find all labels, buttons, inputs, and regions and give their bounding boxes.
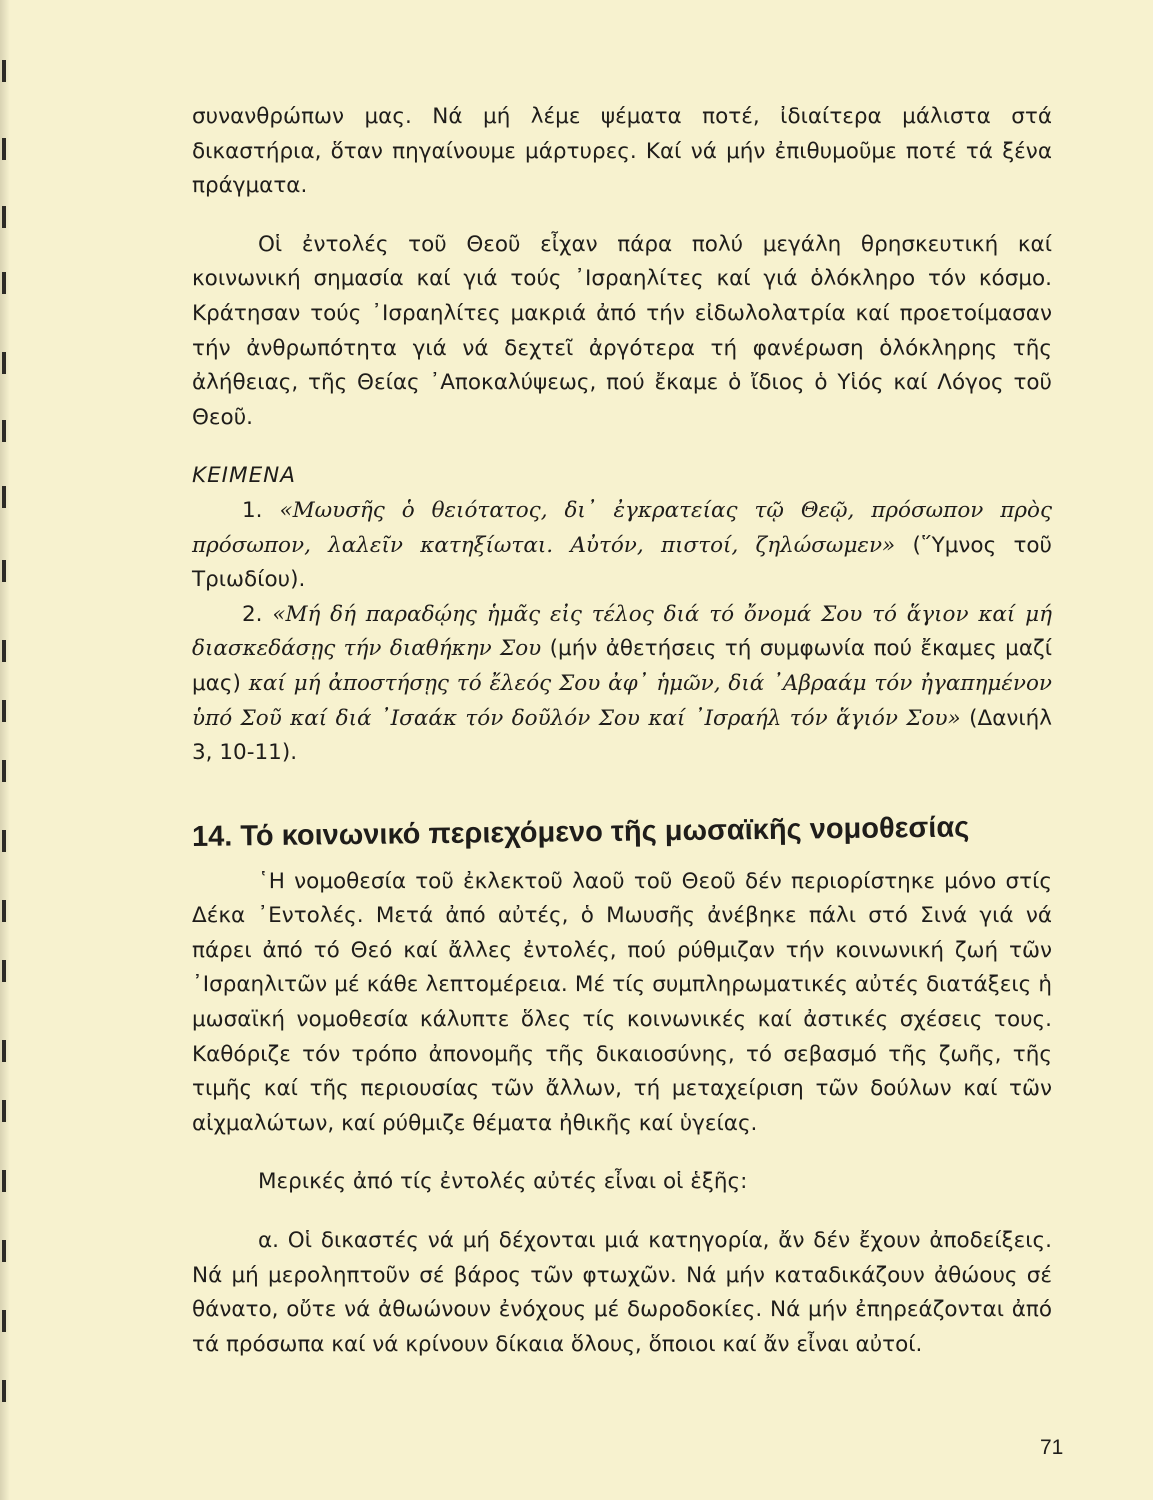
- item-number: 2.: [242, 601, 263, 627]
- item-source: (Δανιήλ 3, 10-11).: [192, 705, 1053, 766]
- item-number: 1.: [242, 497, 263, 523]
- page-content: [192, 100, 1052, 1362]
- paragraph-commandments-significance: Οἱ ἐντολές τοῦ Θεοῦ εἶχαν πάρα πολύ μεγάλη θρησκευτική καί κοινωνική σημασία καί γιά τούς ᾿Ισραηλίτες καί γιά ὁλόκληρο τόν κόσμο. Κράτησαν τούς ᾿Ισραηλίτες μακριά ἀπό τήν εἰδωλολατρία καί προετοίμασαν τήν ἀνθρωπότητα γιά νά δεχτεῖ ἀργότερα τή φανέρωση ὁλόκληρης τῆς ἀλήθειας, τῆς Θείας ᾿Αποκαλύψεως, πού ἔκαμε ὁ ἴδιος ὁ Υἱός καί Λόγος τοῦ Θεοῦ.: [192, 231, 1052, 430]
- section-paragraph-3: α. Οἱ δικαστές νά μή δέχονται μιά κατηγορία, ἄν δέν ἔχουν ἀποδείξεις. Νά μή μεροληπτοῦν σέ βάρος τῶν φτωχῶν. Νά μήν καταδικάζουν ἀθώους σέ θάνατο, οὔτε νά ἀθωώνουν ἐνόχους μέ δωροδοκίες. Νά μήν ἐπηρεάζονται ἀπό τά πρόσωπα καί νά κρίνουν δίκαια ὅλους, ὅποιοι καί ἄν εἶναι αὐτοί.: [192, 1228, 1052, 1357]
- keimena-heading: ΚΕΙΜΕΝΑ: [192, 463, 296, 489]
- page-number: 71: [1040, 1436, 1064, 1459]
- binding-marks: [2, 0, 10, 1500]
- item-quote-part-a: «Μή δή παραδῴης ἡμᾶς εἰς τέλος διά τό ὄνομά Σου τό ἅγιον καί μή διασκεδάσῃς τήν διαθήκην Σου: [192, 601, 1053, 662]
- item-quote-part-b: καί μή ἀποστήσῃς τό ἔλεός Σου ἀφ᾿ ἡμῶν, διά ᾿Αβραάμ τόν ἠγαπημένον ὑπό Σοῦ καί διά ᾿Ισαάκ τόν δοῦλόν Σου καί ᾿Ισραήλ τόν ἅγιόν Σου»: [192, 670, 1052, 731]
- keimena-item-2: [192, 598, 1052, 771]
- section-title: 14. Τό κοινωνικό περιεχόμενο τῆς μωσαϊκῆς νομοθεσίας: [191, 811, 970, 853]
- item-source: (῞Υμνος τοῦ Τριωδίου).: [192, 532, 1052, 593]
- section-paragraph-2: Μερικές ἀπό τίς ἐντολές αὐτές εἶναι οἱ ἑξῆς:: [258, 1169, 748, 1195]
- section-paragraph-1: ῾Η νομοθεσία τοῦ ἐκλεκτοῦ λαοῦ τοῦ Θεοῦ δέν περιορίστηκε μόνο στίς Δέκα ᾿Εντολές. Μετά ἀπό αὐτές, ὁ Μωυσῆς ἀνέβηκε πάλι στό Σινά γιά νά πάρει ἀπό τό Θεό καί ἄλλες ἐντολές, πού ρύθμιζαν τήν κοινωνική ζωή τῶν ᾿Ισραηλιτῶν μέ κάθε λεπτομέρεια. Μέ τίς συμπληρωματικές αὐτές διατάξεις ἡ μωσαϊκή νομοθεσία κάλυπτε ὅλες τίς κοινωνικές καί ἀστικές σχέσεις τους. Καθόριζε τόν τρόπο ἀπονομῆς τῆς δικαιοσύνης, τό σεβασμό τῆς ζωῆς, τῆς τιμῆς καί τῆς περιουσίας τῶν ἄλλων, τή μεταχείριση τῶν δούλων καί τῶν αἰχμαλώτων, καί ρύθμιζε θέματα ἠθικῆς καί ὑγείας.: [192, 868, 1052, 1136]
- item-quote: «Μωυσῆς ὁ θειότατος, δι᾿ ἐγκρατείας τῷ Θεῷ, πρόσωπον πρὸς πρόσωπον, λαλεῖν κατηξίωται. Αὐτόν, πιστοί, ζηλώσωμεν»: [192, 497, 1052, 558]
- paragraph-continuation: συνανθρώπων μας. Νά μή λέμε ψέματα ποτέ, ἰδιαίτερα μάλιστα στά δικαστήρια, ὅταν πηγαίνουμε μάρτυρες. Καί νά μήν ἐπιθυμοῦμε ποτέ τά ξένα πράγματα.: [192, 104, 1052, 199]
- item-gloss: (μήν ἀθετήσεις τή συμφωνία πού ἔκαμες μαζί μας): [192, 636, 1052, 696]
- keimena-item-1: [192, 494, 1052, 598]
